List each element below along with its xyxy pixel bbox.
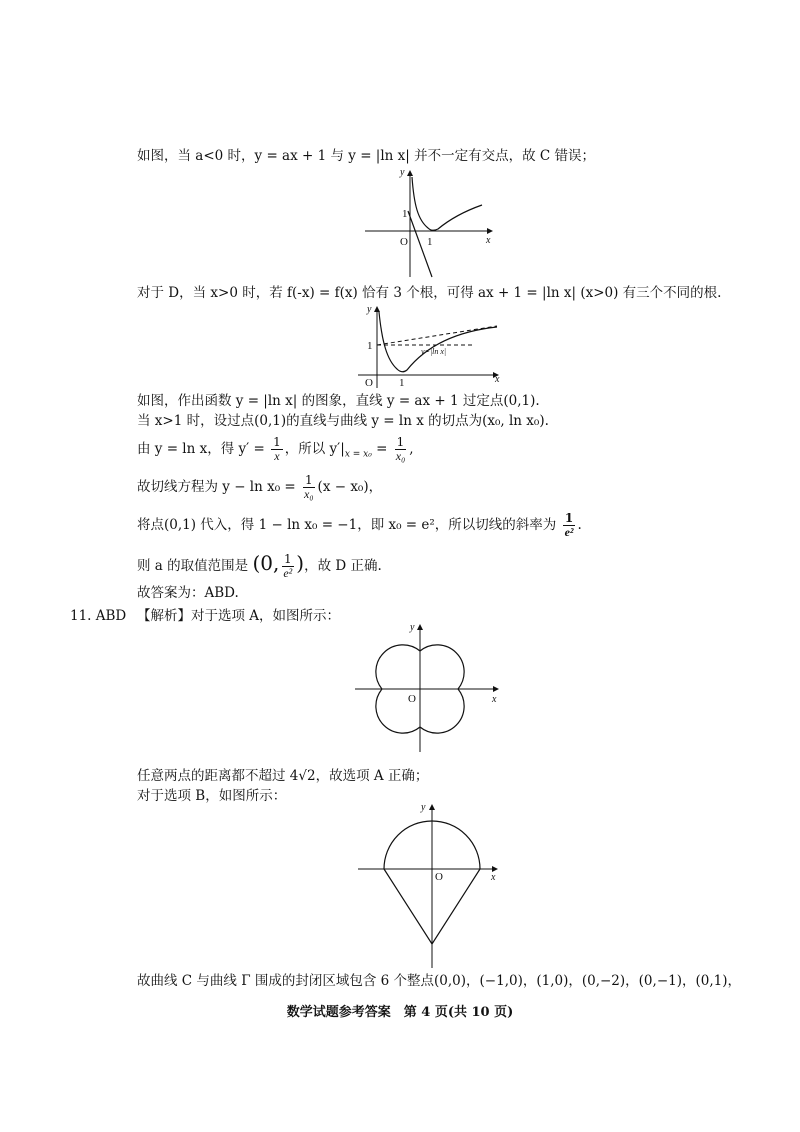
fraction-slope: $\frac{1}{\text{e²}}$ xyxy=(564,511,574,539)
text-line-12: 对于选项 B，如图所示： xyxy=(137,788,287,804)
l8-part-a: 则 a 的取值范围是 xyxy=(137,558,249,574)
fraction-tangent: $\frac{1}{\text{x₀}}$ xyxy=(304,473,314,501)
fraction-range: $\frac{1}{\text{e²}}$ xyxy=(283,552,293,580)
text-line-7 xyxy=(137,508,582,542)
fig1-x-label: x xyxy=(486,235,491,246)
fig4-origin: O xyxy=(435,871,443,883)
fig1-y-label: y xyxy=(400,167,405,178)
figure-1-graph xyxy=(360,165,500,280)
l8-part-b: ，故 D 正确. xyxy=(304,558,382,574)
l5-part-a: 由 y = ln x，得 y′ = xyxy=(137,441,265,457)
fig2-one-x: 1 xyxy=(399,377,405,389)
question-11-number: 11. ABD xyxy=(70,608,127,624)
text-line-10: 【解析】对于选项 A，如图所示： xyxy=(137,608,341,624)
l5-part-b: ，所以 y′| xyxy=(284,441,345,457)
fig2-x-label: x xyxy=(495,374,500,385)
text-line-4: 当 x>1 时，设过点(0,1)的直线与曲线 y = ln x 的切点为(x₀, ln x₀). xyxy=(137,413,549,429)
fraction-1-over-x: $\frac{1}{x}$ xyxy=(273,435,281,463)
fig2-y-label: y xyxy=(367,304,372,315)
fig2-one-y: 1 xyxy=(367,340,373,352)
text-line-1: 如图，当 a<0 时，y = ax + 1 与 y = |ln x| 并不一定有交点，故 C 错误； xyxy=(137,148,596,164)
fig2-curve-label: y=|ln x| xyxy=(421,347,447,356)
page-footer: 数学试题参考答案 第 4 页(共 10 页) xyxy=(286,1005,514,1020)
fig2-origin: O xyxy=(365,377,373,389)
fig4-x-label: x xyxy=(491,872,496,883)
text-line-11: 任意两点的距离都不超过 4√2，故选项 A 正确； xyxy=(137,768,429,784)
fig3-y-label: y xyxy=(410,622,415,633)
text-line-2: 对于 D，当 x>0 时，若 f(-x) = f(x) 恰有 3 个根，可得 ax + 1 = |ln x| (x>0) 有三个不同的根. xyxy=(137,285,722,301)
range-open: (0, xyxy=(252,551,280,575)
text-line-9: 故答案为：ABD. xyxy=(137,585,239,601)
text-line-13: 故曲线 C 与曲线 Γ 围成的封闭区域包含 6 个整点(0,0)，(−1,0)，(1,0)，(0,−2)，(0,−1)，(0,1)， xyxy=(137,973,741,989)
fig4-y-label: y xyxy=(421,802,426,813)
subscript-x0: x = x₀ xyxy=(344,449,372,460)
fig3-x-label: x xyxy=(492,694,497,705)
fig3-origin: O xyxy=(408,693,416,705)
range-close: ) xyxy=(296,551,305,575)
fraction-1-over-x0: $\frac{1}{\text{x₀}}$ xyxy=(395,435,406,463)
fig1-one-x: 1 xyxy=(427,236,433,248)
fig1-origin: O xyxy=(400,236,408,248)
l7-part-a: 将点(0,1) 代入，得 1 − ln x₀ = −1，即 x₀ = e²，所以切线的斜率为 xyxy=(137,517,557,533)
text-line-8 xyxy=(137,546,382,583)
figure-4-graph xyxy=(355,800,505,970)
l6-part-b: (x − x₀)， xyxy=(317,479,383,495)
fig1-one-y: 1 xyxy=(402,208,408,220)
l5-part-c: = xyxy=(371,441,388,457)
figure-2-graph xyxy=(355,302,505,390)
text-line-6 xyxy=(137,470,382,504)
l6-part-a: 故切线方程为 y − ln x₀ = xyxy=(137,479,296,495)
l7-part-b: . xyxy=(577,517,582,533)
text-line-5 xyxy=(137,432,414,472)
figure-3-graph xyxy=(352,620,504,756)
l5-part-d: , xyxy=(409,441,414,457)
text-line-3: 如图，作出函数 y = |ln x| 的图象，直线 y = ax + 1 过定点(0,1). xyxy=(137,393,540,409)
